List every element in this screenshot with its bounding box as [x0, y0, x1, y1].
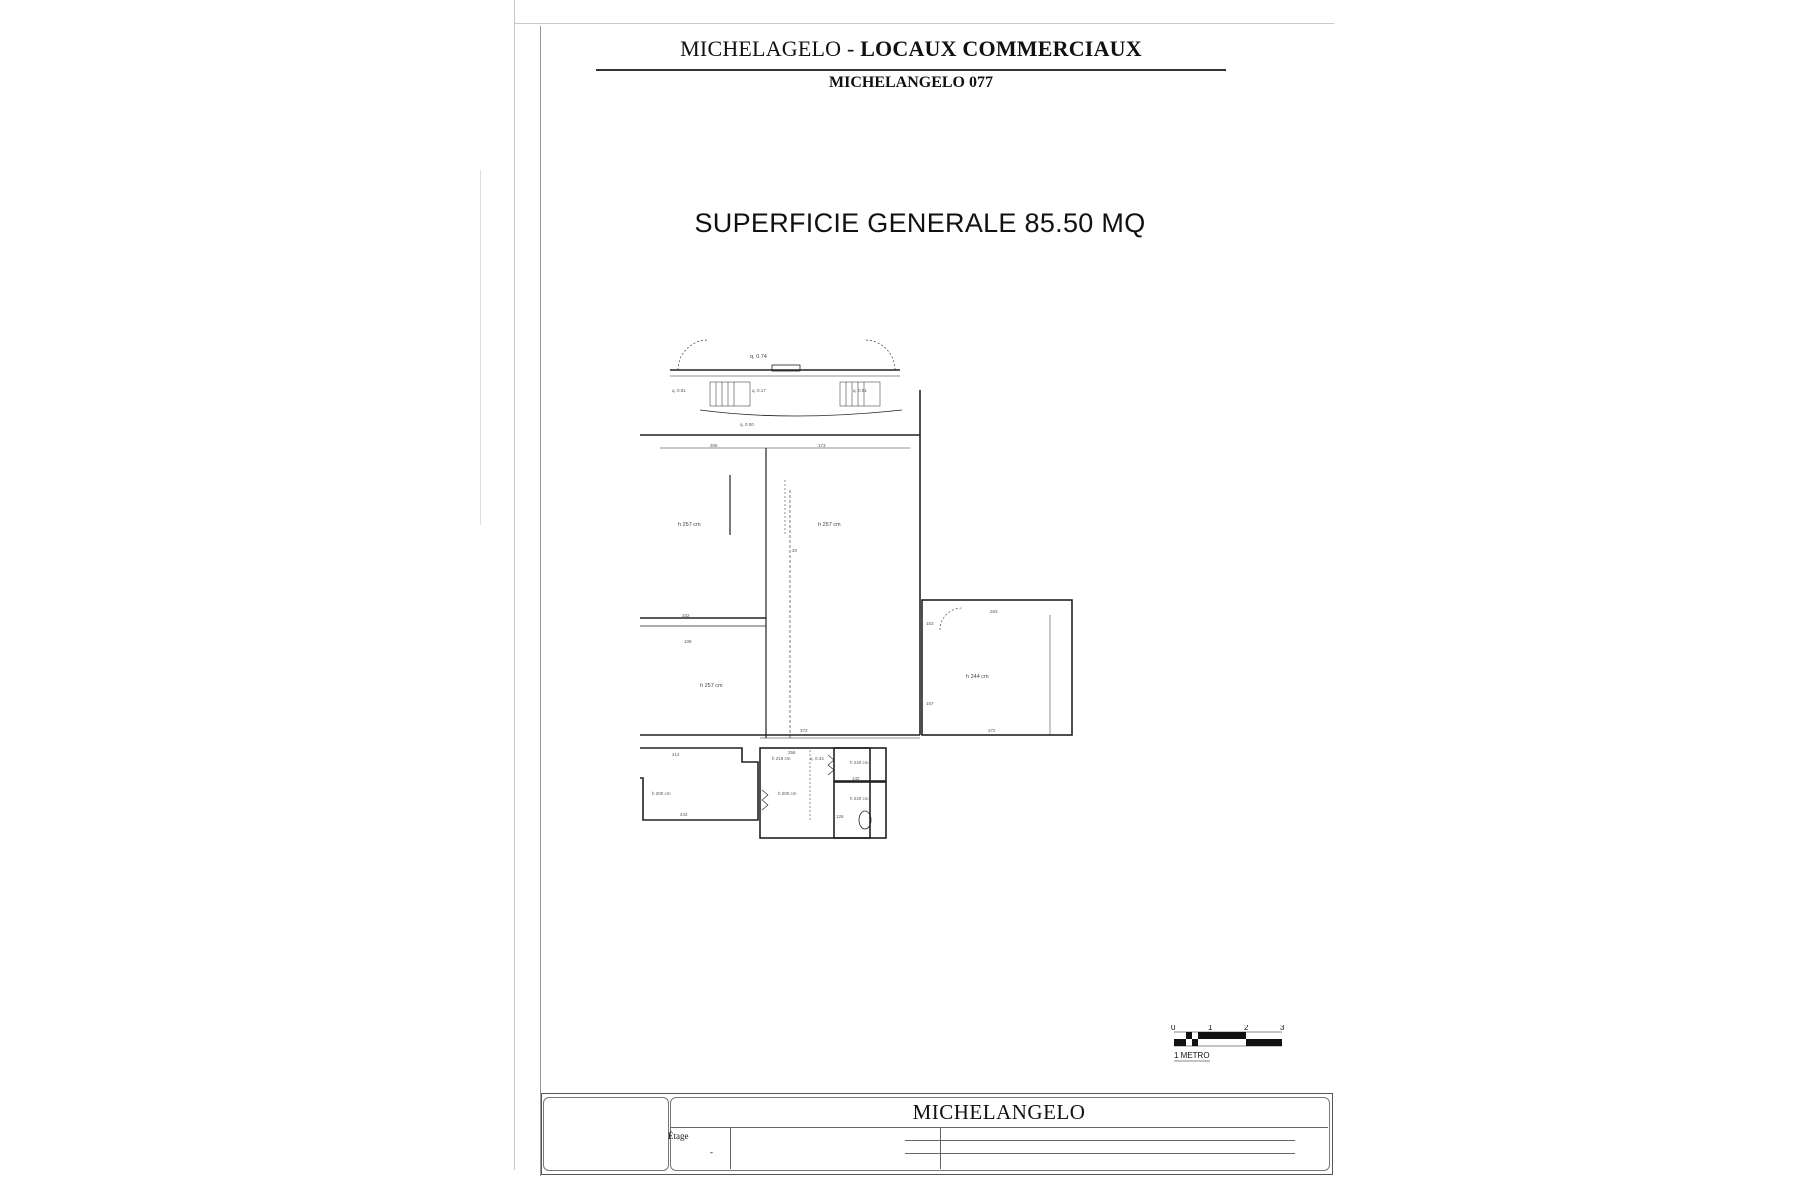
wc-lower [834, 782, 886, 838]
etage-value: - [710, 1147, 713, 1157]
entrance-steps-left [710, 382, 750, 406]
svg-text:q. 0.17: q. 0.17 [752, 388, 766, 393]
svg-text:q. 0.00: q. 0.00 [740, 422, 754, 427]
svg-text:h 257 cm: h 257 cm [678, 522, 701, 528]
header-separator: - [841, 36, 861, 61]
etage-label: Étage [668, 1131, 689, 1141]
scale-tick-0: 0 [1171, 1025, 1176, 1032]
storage-room [640, 748, 758, 820]
floor-plan [640, 330, 1180, 860]
svg-text:244: 244 [680, 812, 688, 817]
svg-text:h 244 cm: h 244 cm [966, 674, 989, 680]
entrance-steps-right [840, 382, 880, 406]
svg-text:256: 256 [788, 750, 796, 755]
title-block-logo-box [543, 1097, 669, 1171]
svg-text:h 218 cm: h 218 cm [772, 756, 791, 761]
svg-text:153: 153 [926, 621, 934, 626]
sheet-left-edge [514, 0, 515, 1170]
svg-text:306: 306 [710, 443, 718, 448]
scale-bar [1168, 1025, 1308, 1085]
svg-text:h 240 cm: h 240 cm [850, 760, 869, 765]
svg-text:373: 373 [800, 728, 808, 733]
svg-text:142: 142 [852, 776, 860, 781]
title-block-column-divider-2 [940, 1127, 941, 1169]
svg-text:h 257 cm: h 257 cm [700, 683, 723, 689]
svg-text:q. 0.74: q. 0.74 [750, 354, 767, 360]
svg-text:h 200 cm: h 200 cm [778, 791, 797, 796]
header-subject: LOCAUX COMMERCIAUX [860, 36, 1142, 61]
svg-text:q. 0.81: q. 0.81 [853, 388, 867, 393]
svg-text:h 200 cm: h 200 cm [652, 791, 671, 796]
svg-text:q. 0.81: q. 0.81 [672, 388, 686, 393]
sheet-scan-mark [480, 170, 481, 525]
sheet-inner-left-edge [540, 26, 541, 1176]
svg-text:272: 272 [988, 728, 996, 733]
header-rule [596, 69, 1226, 71]
scale-tick-3: 3 [1280, 1025, 1285, 1032]
header-title [596, 36, 1226, 62]
scale-tick-2: 2 [1244, 1025, 1249, 1032]
title-block-title: MICHELANGELO [912, 1100, 1086, 1124]
header-prefix: MICHELAGELO [680, 36, 842, 61]
title-block-field-line-1 [905, 1140, 1295, 1141]
svg-text:263: 263 [990, 609, 998, 614]
svg-text:332: 332 [682, 613, 690, 618]
svg-text:214: 214 [672, 752, 680, 757]
sheet-top-edge [514, 23, 1334, 24]
svg-text:108: 108 [684, 639, 692, 644]
svg-text:h 240 cm: h 240 cm [850, 796, 869, 801]
svg-text:20: 20 [792, 548, 798, 553]
title-block-field-line-2 [905, 1153, 1295, 1154]
scale-tick-1: 1 [1208, 1025, 1213, 1032]
svg-text:h 257 cm: h 257 cm [818, 522, 841, 528]
svg-text:157: 157 [926, 701, 934, 706]
annex-room [922, 600, 1072, 735]
svg-text:173: 173 [818, 443, 826, 448]
svg-text:126: 126 [836, 814, 844, 819]
title-block-column-divider [730, 1127, 731, 1169]
title-block-divider [670, 1127, 1328, 1128]
plan-annotations [652, 354, 998, 819]
total-area-title: SUPERFICIE GENERALE 85.50 MQ [694, 208, 1146, 238]
svg-text:q. 0.44: q. 0.44 [810, 756, 824, 761]
header-reference: MICHELANGELO 077 [828, 74, 993, 91]
scale-label: 1 METRO [1174, 1051, 1210, 1060]
